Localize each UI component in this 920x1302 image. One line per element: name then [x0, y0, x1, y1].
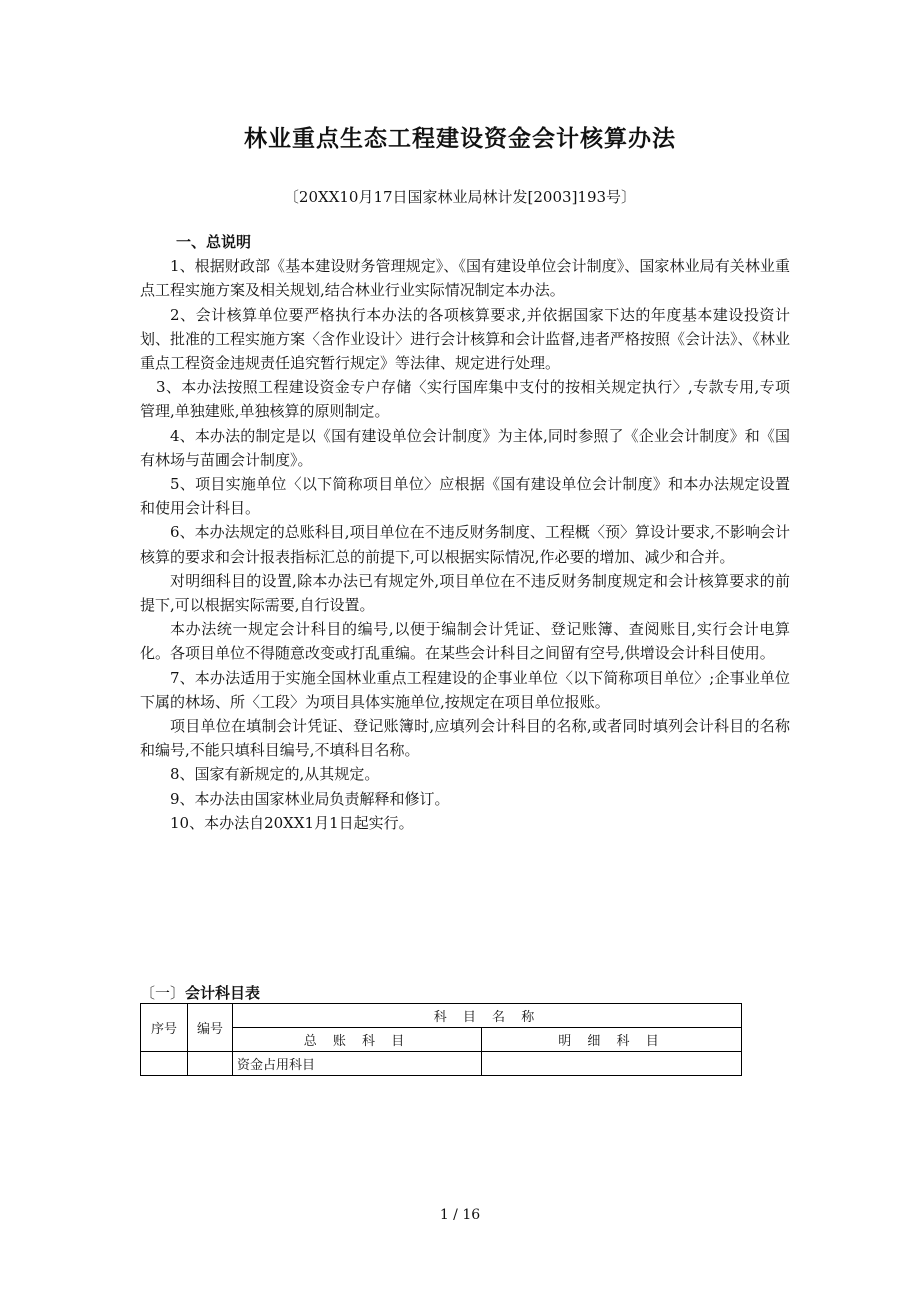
paragraph: 3、本办法按照工程建设资金专户存储〈实行国库集中支付的按相关规定执行〉,专款专用,专项管理,单独建账,单独核算的原则制定。: [140, 378, 790, 421]
header-code: 编号: [188, 1004, 233, 1052]
header-detail-account: 明 细 科 目: [482, 1028, 742, 1052]
paragraph: 5、项目实施单位〈以下简称项目单位〉应根据《国有建设单位会计制度》和本办法规定设置和使用会计科目。: [140, 475, 790, 518]
header-account-name: 科 目 名 称: [233, 1004, 742, 1028]
cell-general: 资金占用科目: [233, 1052, 482, 1076]
table-caption-prefix: 〔一〕: [140, 984, 186, 1002]
document-title: 林业重点生态工程建设资金会计核算办法: [244, 126, 676, 152]
header-general-account: 总 账 科 目: [233, 1028, 482, 1052]
table-row: [141, 1052, 742, 1076]
table-caption: [140, 982, 260, 1003]
paragraph: 7、本办法适用于实施全国林业重点工程建设的企事业单位〈以下简称项目单位〉;企事业单位下属的林场、所〈工段〉为项目具体实施单位,按规定在项目单位报账。: [140, 668, 790, 711]
account-table: [140, 1003, 742, 1076]
paragraph: 本办法统一规定会计科目的编号,以便于编制会计凭证、登记账簿、查阅账目,实行会计电算化。各项目单位不得随意改变或打乱重编。在某些会计科目之间留有空号,供增设会计科目使用。: [140, 620, 790, 663]
paragraph: 6、本办法规定的总账科目,项目单位在不违反财务制度、工程概〈预〉算设计要求,不影响会计核算的要求和会计报表指标汇总的前提下,可以根据实际情况,作必要的增加、减少和合并。: [140, 523, 790, 566]
cell-code: [188, 1052, 233, 1076]
paragraph: 2、会计核算单位要严格执行本办法的各项核算要求,并依据国家下达的年度基本建设投资计划、批准的工程实施方案〈含作业设计〉进行会计核算和会计监督,违者严格按照《会计法》、《林业重点工程资金违规责任追究暂行规定》等法律、规定进行处理。: [140, 305, 790, 373]
paragraph: 10、本办法自20XX1月1日起实行。: [170, 813, 414, 832]
document-subtitle: 〔20XX10月17日国家林业局林计发[2003]193号〕: [283, 188, 637, 206]
section-heading: 一、总说明: [176, 233, 252, 251]
paragraph: 4、本办法的制定是以《国有建设单位会计制度》为主体,同时参照了《企业会计制度》和《国有林场与苗圃会计制度》。: [140, 426, 790, 469]
cell-seq: [141, 1052, 188, 1076]
paragraph: 9、本办法由国家林业局负责解释和修订。: [170, 789, 450, 808]
table-caption-text: 会计科目表: [185, 984, 261, 1002]
page-number: 1 / 16: [439, 1207, 481, 1223]
paragraph: 1、根据财政部《基本建设财务管理规定》、《国有建设单位会计制度》、国家林业局有关林业重点工程实施方案及相关规划,结合林业行业实际情况制定本办法。: [140, 257, 790, 300]
cell-detail: [482, 1052, 742, 1076]
paragraph: 8、国家有新规定的,从其规定。: [170, 765, 380, 784]
header-seq: 序号: [141, 1004, 188, 1052]
paragraph: 对明细科目的设置,除本办法已有规定外,项目单位在不违反财务制度规定和会计核算要求的前提下,可以根据实际需要,自行设置。: [140, 571, 790, 615]
paragraph: 项目单位在填制会计凭证、登记账簿时,应填列会计科目的名称,或者同时填列会计科目的名称和编号,不能只填科目编号,不填科目名称。: [140, 717, 790, 760]
table-header-row: [141, 1004, 742, 1028]
document-body: [140, 230, 790, 835]
